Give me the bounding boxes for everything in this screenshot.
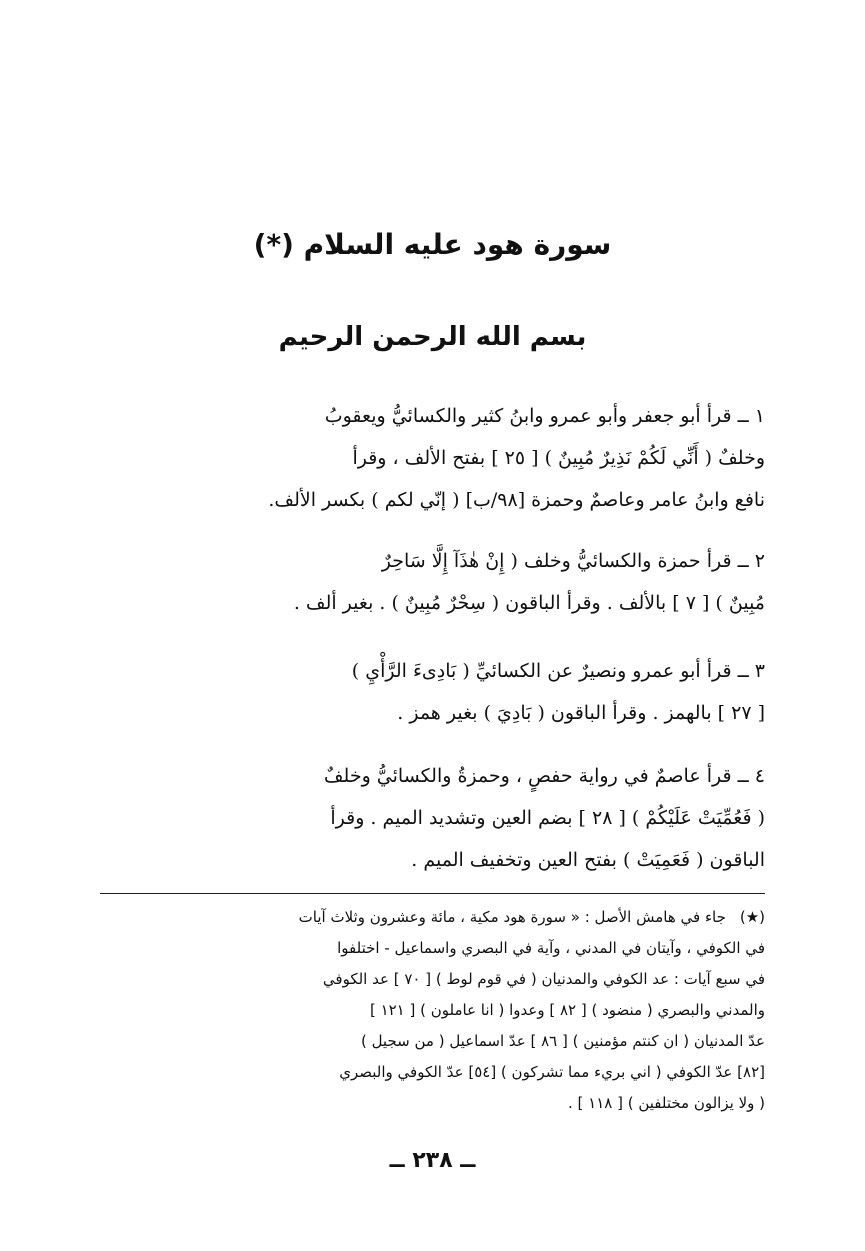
footnote [100,902,765,1119]
footnote-line [100,902,765,933]
paragraph-line: ٣ ــ قرأ أبو عمرو ونصيرٌ عن الكسائيِّ ( بَادِىءَ الرَّأْيِ ) [351,660,765,682]
paragraph-1 [100,395,765,521]
footnote-line: والمدني والبصري ( منضود ) [ ٨٢ ] وعدوا ( انا عاملون ) [ ١٢١ ] [369,1001,765,1019]
paragraph-line: [ ٢٧ ] بالهمز . وقرأ الباقون ( بَادِيَ ) بغير همز . [397,702,765,724]
surah-title: سورة هود عليه السلام (*) [253,228,612,261]
paragraph-line: مُبِينٌ ) [ ٧ ] بالألف . وقرأ الباقون ( سِحْرٌ مُبِينٌ ) . بغير ألف . [293,592,765,614]
paragraph-line: ( فَعُمِّيَتْ عَلَيْكُمْ ) [ ٢٨ ] بضم العين وتشديد الميم . وقرأ [330,807,765,829]
paragraph-line: ٢ ــ قرأ حمزة والكسائيُّ وخلف ( إِنْ هٰذَآ إِلَّا سَاحِرٌ [381,550,765,572]
footnote-line: في الكوفي ، وآيتان في المدني ، وآية في البصري واسماعيل - اختلفوا [337,939,765,957]
footnote-line: عدّ المدنيان ( ان كنتم مؤمنين ) [ ٨٦ ] عدّ اسماعيل ( من سجيل ) [360,1032,765,1050]
paragraph-line: نافع وابنُ عامر وعاصمٌ وحمزة [٩٨/ب] ( إنّي لكم ) بكسر الألف. [268,489,765,511]
basmala-heading: بسم الله الرحمن الرحيم [278,322,587,352]
footnote-divider [100,893,765,894]
paragraph-line: وخلفٌ ( أَنِّي لَكُمْ نَذِيرٌ مُبِينٌ ) [ ٢٥ ] بفتح الألف ، وقرأ [352,447,765,469]
paragraph-3 [100,650,765,734]
paragraph-4 [100,755,765,881]
paragraph-2 [100,540,765,624]
page-number: ــ ٢٣٨ ــ [389,1148,476,1173]
paragraph-line: ٤ ــ قرأ عاصمٌ في رواية حفصٍ ، وحمزةُ والكسائيُّ وخلفٌ [323,765,765,787]
footnote-mark: (★) [739,908,765,926]
paragraph-line: ١ ــ قرأ أبو جعفر وأبو عمرو وابنُ كثير والكسائيُّ ويعقوبُ [324,405,765,427]
paragraph-line: الباقون ( فَعَمِيَتْ ) بفتح العين وتخفيف الميم . [411,849,765,871]
footnote-line: [٨٢] عدّ الكوفي ( اني بريء مما تشركون ) [٥٤] عدّ الكوفي والبصري [339,1063,765,1081]
footnote-line-text: جاء في هامش الأصل : « سورة هود مكية ، مائة وعشرون وثلاث آيات [298,908,726,926]
footnote-line: ( ولا يزالون مختلفين ) [ ١١٨ ] . [568,1094,765,1112]
footnote-line: في سبع آيات : عد الكوفي والمدنيان ( في قوم لوط ) [ ٧٠ ] عد الكوفي [322,970,765,988]
